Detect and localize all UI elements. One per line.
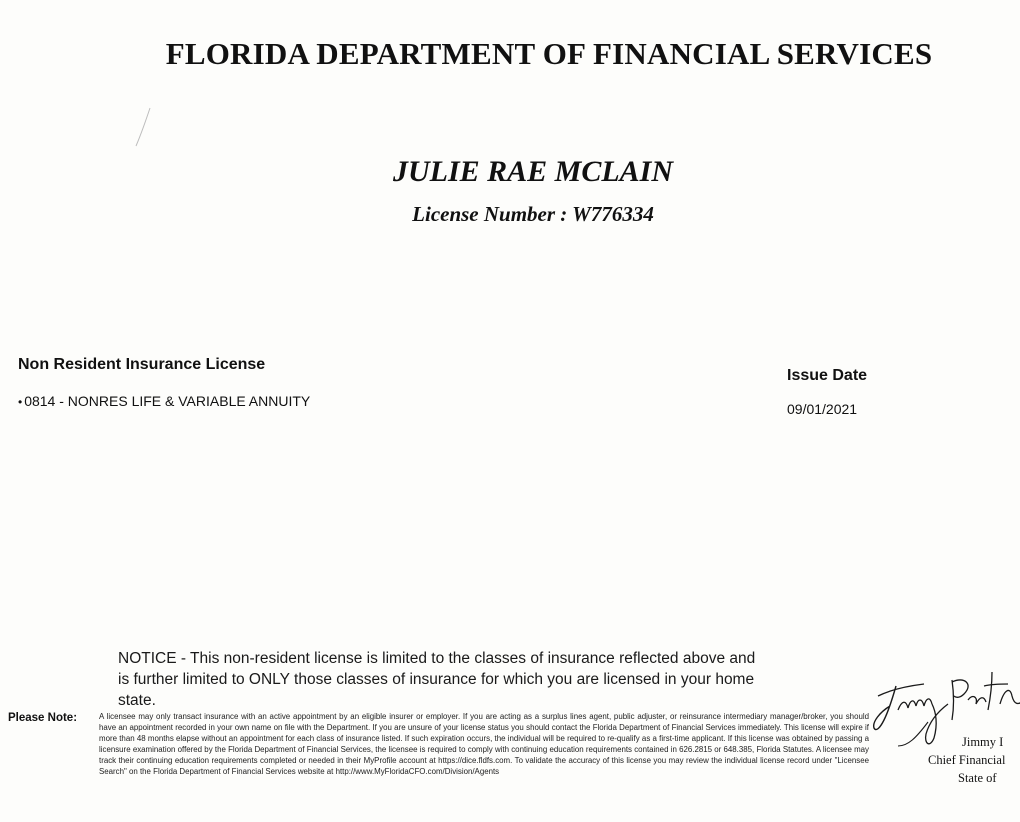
license-class-text: 0814 - NONRES LIFE & VARIABLE ANNUITY <box>24 393 311 409</box>
license-class-item <box>18 393 310 409</box>
issue-date-label: Issue Date <box>787 367 868 384</box>
notice-text: NOTICE - This non-resident license is limited to the classes of insurance reflected above and is further limited to ONLY those classes of insurance for which you are licensed in your home state. <box>118 650 756 709</box>
licensee-name: JULIE RAE MCLAIN <box>392 155 674 188</box>
please-note-label: Please Note: <box>8 712 78 724</box>
license-number: License Number : W776334 <box>412 202 654 226</box>
issue-date-value: 09/01/2021 <box>787 401 858 417</box>
bullet-icon: • <box>18 395 23 409</box>
signer-state: State of <box>958 771 997 785</box>
signer-title: Chief Financial <box>928 753 1006 767</box>
please-note-text: A licensee may only transact insurance with an active appointment by an eligible insurer or employer. If you are acting as a surplus lines agent, public adjuster, or reinsurance intermediary manager/broker, you should have an appointment recorded in your own name on file with the Department. If you are unsure of your license status you should contact the Florida Department of Financial Services immediately. This license will expire if more than 48 months elapse without an appointment for each class of insurance listed. If such expiration occurs, the individual will be required to re-qualify as a first-time applicant. If this license was obtained by passing a licensure examination offered by the Florida Department of Financial Services, the licensee is required to comply with continuing education requirements contained in 626.2815 or 648.385, Florida Statutes. A licensee may track their continuing education requirements completed or needed in their MyProfile account at https://dice.fldfs.com. To validate the accuracy of this license you may review the individual license record under "Licensee Search" on the Florida Department of Financial Services website at http://www.MyFloridaCFO.com/Division/Agents <box>99 712 869 776</box>
department-title: FLORIDA DEPARTMENT OF FINANCIAL SERVICES <box>165 36 933 71</box>
license-type-heading: Non Resident Insurance License <box>18 356 266 373</box>
signer-name: Jimmy I <box>962 735 1004 749</box>
